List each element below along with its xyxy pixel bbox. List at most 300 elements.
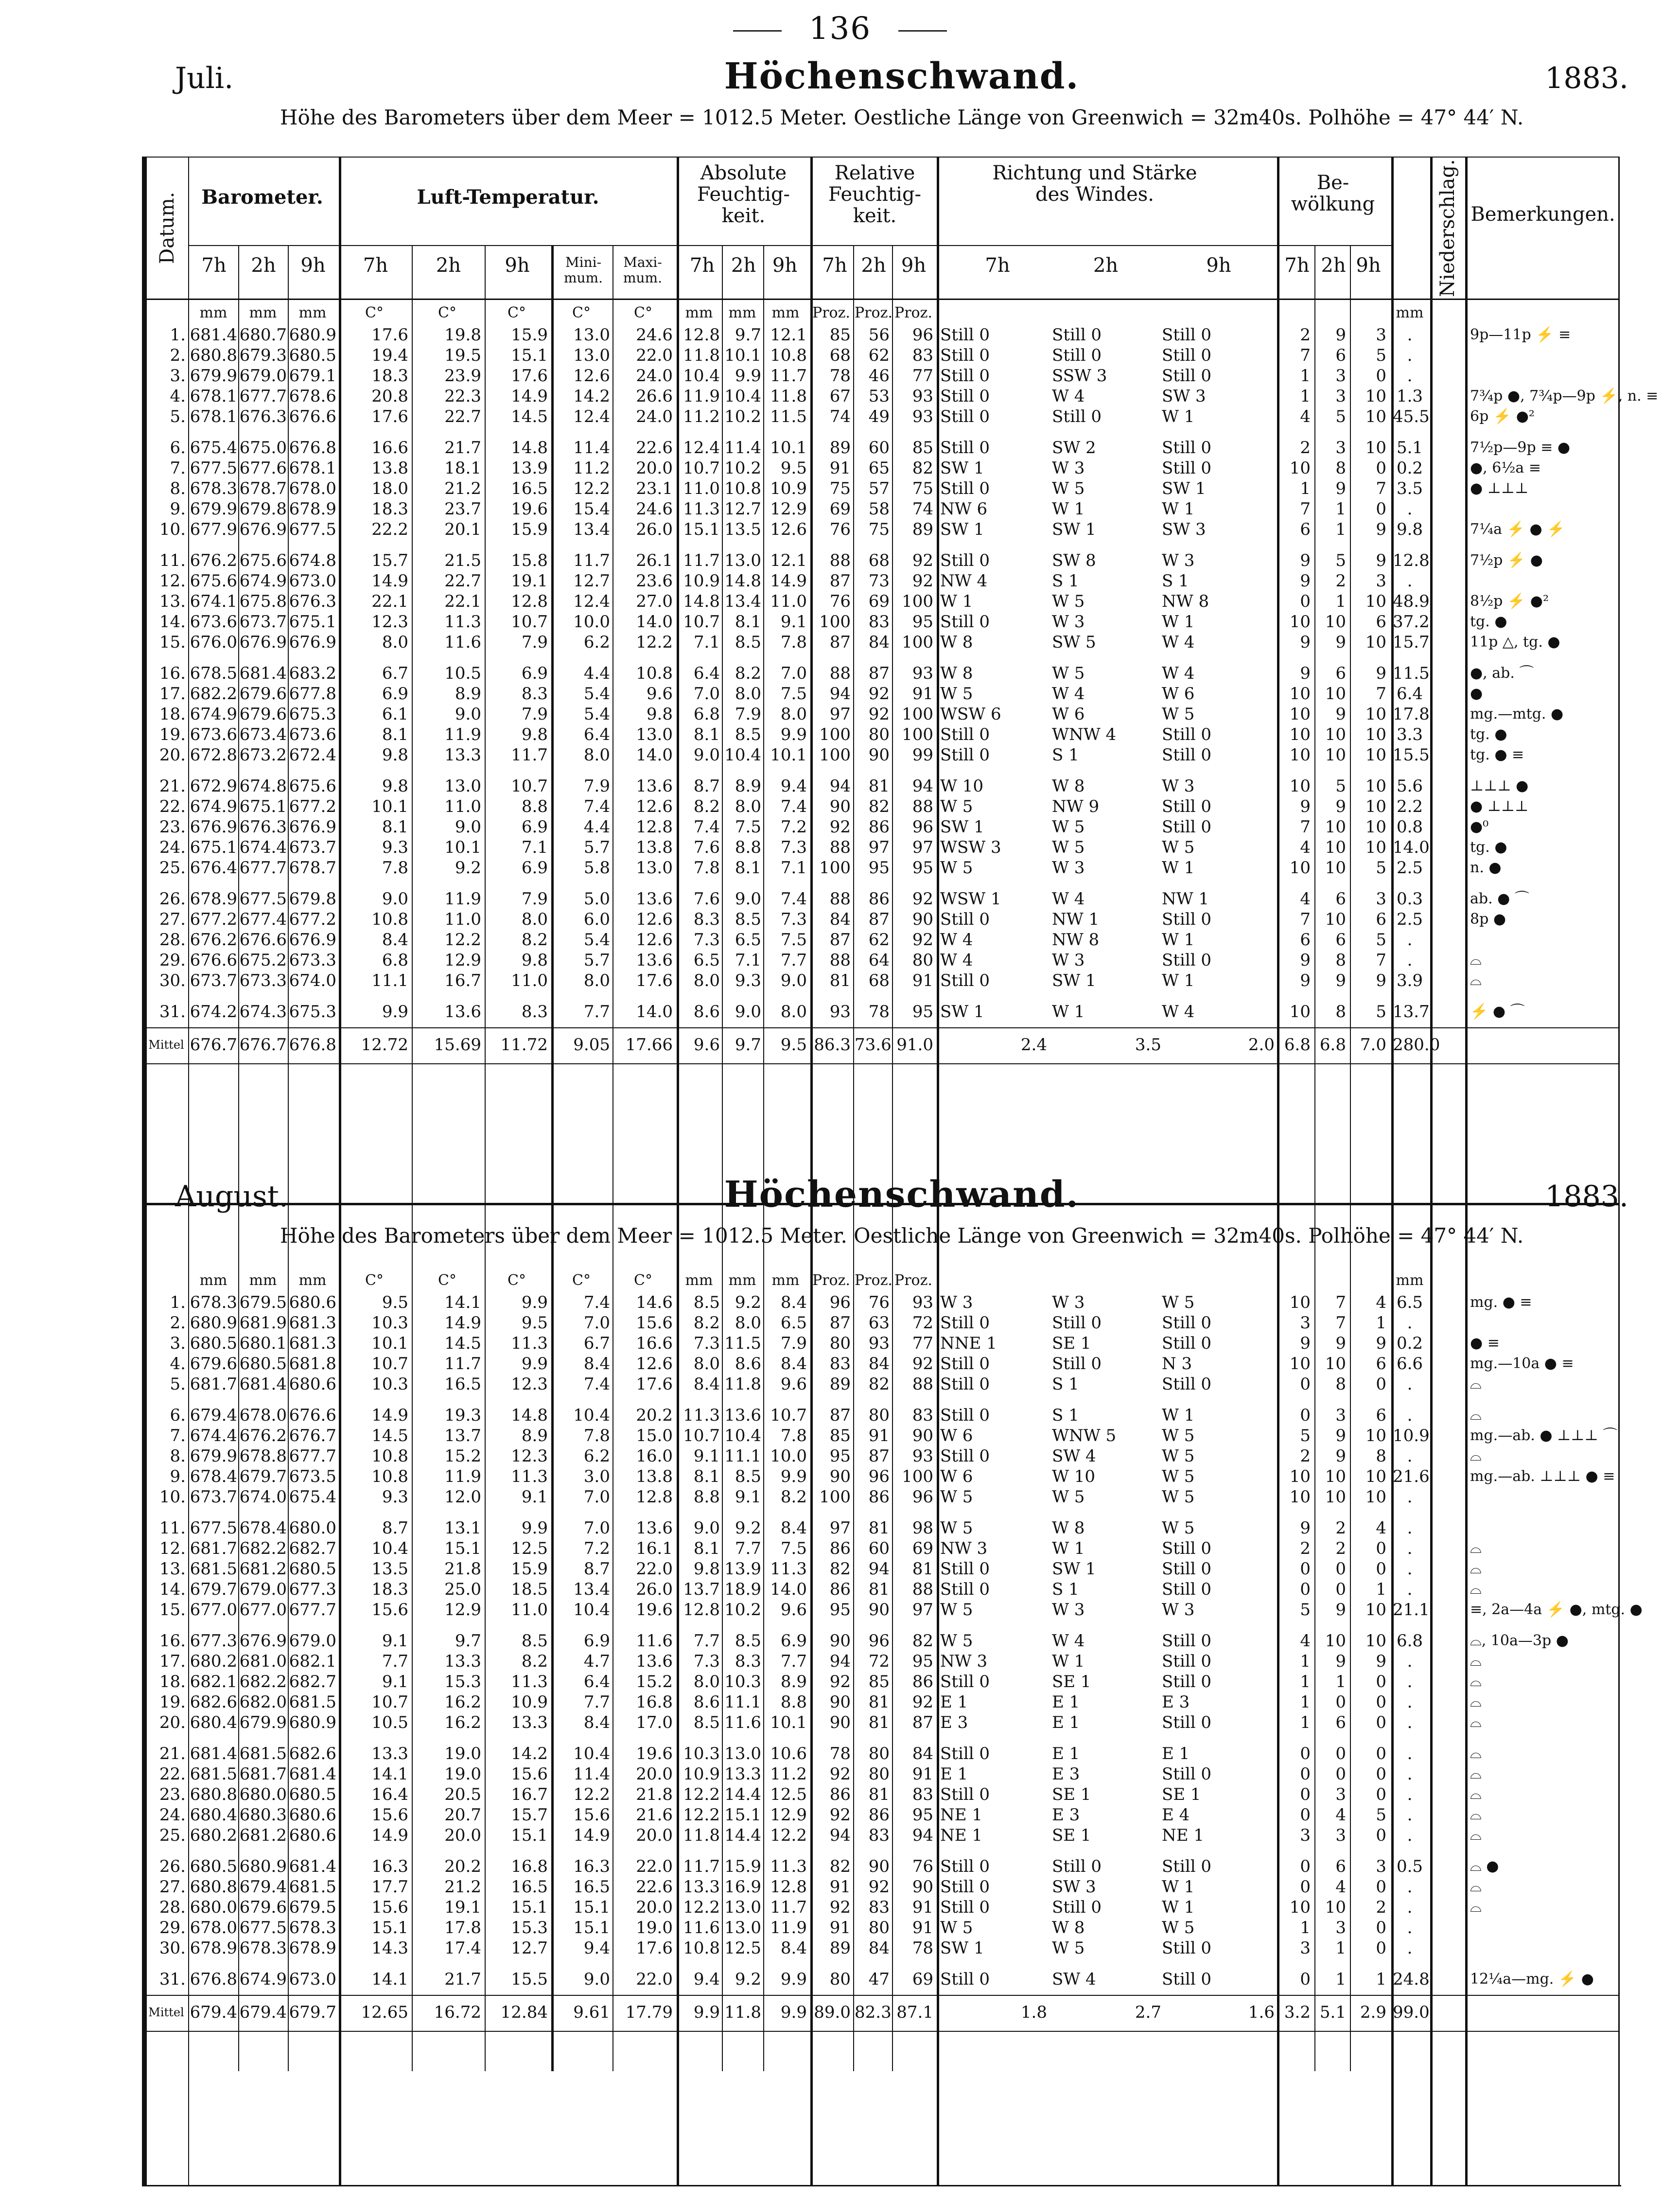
cell-d: 12. xyxy=(159,571,186,591)
cell-w2: W 1 xyxy=(1162,1877,1195,1897)
cell-c0: 4 xyxy=(1300,407,1311,426)
cell-d: 27. xyxy=(159,910,186,929)
table-row xyxy=(147,704,1618,724)
cell-t3: 7.4 xyxy=(583,1293,610,1312)
cell-c1: 10 xyxy=(1325,858,1346,878)
cell-w0: W 5 xyxy=(940,1631,973,1651)
cell-b0: 678.9 xyxy=(190,889,237,909)
cell-c0: 9 xyxy=(1300,551,1311,570)
table-row xyxy=(147,366,1618,386)
cell-c1: 1 xyxy=(1335,499,1346,519)
table-row xyxy=(147,407,1618,426)
cell-d: 1. xyxy=(170,325,186,345)
cell-b0: 677.9 xyxy=(190,520,237,539)
cell-r0: 86 xyxy=(829,1539,851,1558)
cell-b1: 680.7 xyxy=(239,325,287,345)
cell-r1: 82 xyxy=(868,1374,890,1394)
cell-p: 5.1 xyxy=(1396,438,1423,458)
mean-b1: 676.7 xyxy=(239,1035,287,1055)
cell-t2: 7.9 xyxy=(521,633,548,652)
cell-w2: SE 1 xyxy=(1162,1785,1201,1804)
cell-r0: 69 xyxy=(829,499,851,519)
cell-w0: Still 0 xyxy=(940,1785,990,1804)
cell-w0: Still 0 xyxy=(940,971,990,990)
cell-a1: 10.3 xyxy=(724,1672,761,1691)
cell-b0: 677.5 xyxy=(190,1518,237,1538)
table-row xyxy=(147,1354,1618,1373)
unit-label: C° xyxy=(508,1272,526,1289)
cell-b0: 680.9 xyxy=(190,1313,237,1333)
cell-r0: 86 xyxy=(829,1580,851,1599)
cell-d: 13. xyxy=(159,1559,186,1579)
mean-r0: 89.0 xyxy=(814,2003,851,2022)
cell-c0: 5 xyxy=(1300,1600,1311,1620)
cell-a0: 12.2 xyxy=(683,1785,720,1804)
cell-b2: 681.3 xyxy=(289,1334,336,1353)
cell-r0: 94 xyxy=(829,1652,851,1671)
cell-w2: Still 0 xyxy=(1162,1672,1212,1691)
cell-r2: 93 xyxy=(912,1293,933,1312)
cell-c1: 9 xyxy=(1335,325,1346,345)
cell-a0: 8.5 xyxy=(693,1713,720,1732)
cell-a2: 7.4 xyxy=(780,889,807,909)
cell-w0: NW 3 xyxy=(940,1652,988,1671)
cell-t1: 11.9 xyxy=(444,1467,481,1486)
cell-t4: 13.8 xyxy=(636,1467,673,1486)
cell-t2: 11.0 xyxy=(511,1600,548,1620)
cell-w1: W 5 xyxy=(1052,479,1085,498)
cell-d: 21. xyxy=(159,1744,186,1763)
cell-a0: 11.2 xyxy=(683,407,720,426)
cell-w1: W 3 xyxy=(1052,458,1085,478)
cell-c1: 10 xyxy=(1325,910,1346,929)
cell-t2: 8.9 xyxy=(521,1426,548,1445)
cell-p: . xyxy=(1407,1559,1413,1579)
cell-t4: 13.6 xyxy=(636,889,673,909)
cell-r2: 92 xyxy=(912,571,933,591)
cell-r1: 62 xyxy=(868,346,890,365)
cell-d: 8. xyxy=(170,1446,186,1466)
cell-p: . xyxy=(1407,499,1413,519)
cell-c2: 6 xyxy=(1376,910,1386,929)
cell-w2: W 1 xyxy=(1162,971,1195,990)
cell-c2: 9 xyxy=(1376,1652,1386,1671)
cell-t2: 19.1 xyxy=(511,571,548,591)
cell-a2: 7.5 xyxy=(780,1539,807,1558)
cell-w2: Still 0 xyxy=(1162,1713,1212,1732)
cell-w0: E 1 xyxy=(940,1692,968,1712)
mean-t4: 17.66 xyxy=(625,1035,673,1055)
cell-c1: 9 xyxy=(1335,479,1346,498)
cell-a1: 10.2 xyxy=(724,407,761,426)
cell-c1: 8 xyxy=(1335,951,1346,970)
cell-w1: W 4 xyxy=(1052,684,1085,704)
cell-t4: 15.6 xyxy=(636,1313,673,1333)
cell-r2: 94 xyxy=(912,1826,933,1845)
cell-r1: 64 xyxy=(868,951,890,970)
cell-r0: 81 xyxy=(829,971,851,990)
cell-t0: 14.5 xyxy=(371,1426,408,1445)
cell-a0: 9.0 xyxy=(693,1518,720,1538)
cell-r2: 93 xyxy=(912,664,933,683)
cell-t0: 13.3 xyxy=(371,1744,408,1763)
table-row xyxy=(147,1313,1618,1333)
cell-rm: n. ● xyxy=(1470,859,1502,876)
cell-a0: 9.0 xyxy=(693,745,720,765)
cell-r0: 100 xyxy=(819,858,851,878)
mean-c0: 6.8 xyxy=(1284,1035,1311,1055)
cell-b1: 679.6 xyxy=(239,684,287,704)
cell-c2: 10 xyxy=(1365,407,1386,426)
cell-b0: 679.6 xyxy=(190,1354,237,1373)
cell-c2: 0 xyxy=(1376,1785,1386,1804)
cell-t1: 16.2 xyxy=(444,1713,481,1732)
cell-r0: 85 xyxy=(829,325,851,345)
cell-w1: NW 8 xyxy=(1052,930,1100,950)
table-row xyxy=(147,1631,1618,1651)
cell-b0: 682.2 xyxy=(190,684,237,704)
cell-c0: 10 xyxy=(1289,458,1311,478)
cell-d: 11. xyxy=(159,551,186,570)
cell-a0: 12.8 xyxy=(683,1600,720,1620)
cell-t2: 17.6 xyxy=(511,366,548,386)
cell-t4: 10.8 xyxy=(636,664,673,683)
cell-c0: 0 xyxy=(1300,592,1311,611)
cell-b1: 676.9 xyxy=(239,633,287,652)
mean-b0: 676.7 xyxy=(190,1035,237,1055)
sub-cloud-2h: 2h xyxy=(1321,254,1346,277)
unit-label: Proz. xyxy=(894,304,932,321)
table-row xyxy=(147,592,1618,611)
cell-b1: 681.0 xyxy=(239,1652,287,1671)
unit-label: C° xyxy=(438,1272,456,1289)
cell-b2: 681.8 xyxy=(289,1354,336,1373)
cell-w1: E 3 xyxy=(1052,1764,1080,1784)
cell-b0: 678.3 xyxy=(190,1293,237,1312)
cell-r1: 83 xyxy=(868,612,890,632)
cell-p: 12.8 xyxy=(1393,551,1430,570)
cell-r2: 77 xyxy=(912,1334,933,1353)
cell-p: . xyxy=(1407,1487,1413,1507)
cell-t3: 8.0 xyxy=(583,745,610,765)
unit-label: C° xyxy=(365,304,384,321)
cell-a0: 10.8 xyxy=(683,1938,720,1958)
cell-b2: 673.5 xyxy=(289,1467,336,1486)
cell-r0: 74 xyxy=(829,407,851,426)
cell-d: 30. xyxy=(159,971,186,990)
cell-t1: 11.6 xyxy=(444,633,481,652)
cell-r2: 75 xyxy=(912,479,933,498)
table-row xyxy=(147,571,1618,591)
cell-r1: 49 xyxy=(868,407,890,426)
cell-r1: 94 xyxy=(868,1559,890,1579)
table-row xyxy=(147,346,1618,365)
cell-t4: 26.6 xyxy=(636,387,673,406)
cell-b2: 680.9 xyxy=(289,1713,336,1732)
table-row xyxy=(147,1805,1618,1825)
cell-p: 2.5 xyxy=(1396,858,1423,878)
cell-p: . xyxy=(1407,1785,1413,1804)
cell-d: 24. xyxy=(159,1805,186,1825)
cell-w0: Still 0 xyxy=(940,1877,990,1897)
mean-c2: 7.0 xyxy=(1360,1035,1386,1055)
cell-b1: 674.9 xyxy=(239,1970,287,1989)
cell-t2: 15.8 xyxy=(511,551,548,570)
cell-b2: 676.6 xyxy=(289,407,336,426)
cell-w2: W 1 xyxy=(1162,612,1195,632)
cell-rm: ● ⊥⊥⊥ xyxy=(1470,798,1529,815)
cell-w1: W 5 xyxy=(1052,592,1085,611)
cell-r1: 58 xyxy=(868,499,890,519)
cell-b0: 681.5 xyxy=(190,1764,237,1784)
cell-r1: 87 xyxy=(868,1446,890,1466)
cell-c1: 3 xyxy=(1335,1785,1346,1804)
cell-w1: S 1 xyxy=(1052,745,1079,765)
cell-b1: 680.9 xyxy=(239,1857,287,1876)
cell-t2: 9.1 xyxy=(521,1487,548,1507)
cell-a0: 11.6 xyxy=(683,1918,720,1937)
cell-a2: 8.4 xyxy=(780,1518,807,1538)
cell-b1: 681.7 xyxy=(239,1764,287,1784)
cell-d: 29. xyxy=(159,1918,186,1937)
cell-p: . xyxy=(1407,1580,1413,1599)
cell-a2: 7.7 xyxy=(780,1652,807,1671)
cell-c1: 10 xyxy=(1325,1467,1346,1486)
cell-c2: 10 xyxy=(1365,704,1386,724)
cell-t3: 8.4 xyxy=(583,1354,610,1373)
cell-t3: 6.9 xyxy=(583,1631,610,1651)
cell-d: 31. xyxy=(159,1002,186,1021)
cell-w2: Still 0 xyxy=(1162,1857,1212,1876)
cell-b0: 678.9 xyxy=(190,1938,237,1958)
cell-t2: 12.5 xyxy=(511,1539,548,1558)
cell-t3: 5.8 xyxy=(583,858,610,878)
cell-b2: 681.4 xyxy=(289,1764,336,1784)
cell-p: 3.5 xyxy=(1396,479,1423,498)
cell-rm: 7½p ⚡ ● xyxy=(1470,552,1543,569)
cell-c0: 5 xyxy=(1300,1426,1311,1445)
cell-t2: 7.1 xyxy=(521,838,548,857)
cell-b0: 682.6 xyxy=(190,1692,237,1712)
cell-r1: 85 xyxy=(868,1672,890,1691)
mean-w2: 2.0 xyxy=(1248,1035,1275,1055)
cell-r1: 81 xyxy=(868,1713,890,1732)
cell-w0: Still 0 xyxy=(940,407,990,426)
cell-rm: ⌓ xyxy=(1470,1878,1482,1895)
cell-t0: 7.8 xyxy=(382,858,408,878)
cell-t2: 8.8 xyxy=(521,797,548,816)
cell-r0: 88 xyxy=(829,664,851,683)
cell-a0: 6.5 xyxy=(693,951,720,970)
cell-t1: 21.5 xyxy=(444,551,481,570)
cell-d: 19. xyxy=(159,725,186,744)
cell-a0: 8.8 xyxy=(693,1487,720,1507)
cell-p: . xyxy=(1407,1374,1413,1394)
cell-w0: Still 0 xyxy=(940,346,990,365)
cell-c1: 10 xyxy=(1325,817,1346,837)
cell-c0: 10 xyxy=(1289,1293,1311,1312)
cell-t1: 22.3 xyxy=(444,387,481,406)
cell-t1: 20.1 xyxy=(444,520,481,539)
cell-p: . xyxy=(1407,1692,1413,1712)
cell-rm: ● ≡ xyxy=(1470,1335,1500,1352)
cell-r1: 96 xyxy=(868,1467,890,1486)
cell-t2: 11.3 xyxy=(511,1334,548,1353)
cell-b0: 678.1 xyxy=(190,407,237,426)
col-remarks: Bemerkungen. xyxy=(1470,203,1615,226)
cell-t4: 14.0 xyxy=(636,1002,673,1021)
cell-r2: 83 xyxy=(912,1406,933,1425)
cell-r2: 91 xyxy=(912,1918,933,1937)
cell-d: 5. xyxy=(170,407,186,426)
cell-w0: Still 0 xyxy=(940,1313,990,1333)
cell-rm: ⌓, 10a—3p ● xyxy=(1470,1632,1569,1649)
cell-rm: ⌓ xyxy=(1470,1827,1482,1844)
cell-a1: 9.2 xyxy=(735,1970,761,1989)
table-row xyxy=(147,930,1618,950)
cell-a2: 10.0 xyxy=(770,1446,807,1466)
cell-a0: 8.0 xyxy=(693,1672,720,1691)
cell-r0: 82 xyxy=(829,1559,851,1579)
cell-w2: Still 0 xyxy=(1162,325,1212,345)
cell-rm: ● xyxy=(1470,685,1483,702)
cell-c2: 8 xyxy=(1376,1446,1386,1466)
cell-a2: 8.0 xyxy=(780,704,807,724)
cell-t2: 11.3 xyxy=(511,1672,548,1691)
cell-t4: 22.0 xyxy=(636,1970,673,1989)
cell-c2: 10 xyxy=(1365,1487,1386,1507)
col-rel-humidity: Relative Feuchtig-keit. xyxy=(828,162,922,227)
cell-t1: 21.2 xyxy=(444,479,481,498)
cell-t4: 23.1 xyxy=(636,479,673,498)
cell-a1: 9.0 xyxy=(735,1002,761,1021)
cell-w0: Still 0 xyxy=(940,910,990,929)
cell-c2: 0 xyxy=(1376,1826,1386,1845)
mean-w1: 2.7 xyxy=(1135,2003,1161,2022)
cell-c2: 0 xyxy=(1376,1877,1386,1897)
cell-r0: 100 xyxy=(819,1487,851,1507)
cell-c0: 2 xyxy=(1300,1446,1311,1466)
cell-b2: 676.7 xyxy=(289,1426,336,1445)
cell-c0: 10 xyxy=(1289,704,1311,724)
cell-r2: 95 xyxy=(912,1805,933,1825)
unit-label: C° xyxy=(634,1272,652,1289)
cell-r1: 81 xyxy=(868,1785,890,1804)
cell-r2: 95 xyxy=(912,612,933,632)
cell-c1: 3 xyxy=(1335,387,1346,406)
cell-w1: Still 0 xyxy=(1052,1354,1102,1373)
cell-t0: 22.2 xyxy=(371,520,408,539)
cell-c0: 4 xyxy=(1300,1631,1311,1651)
cell-t2: 15.1 xyxy=(511,1898,548,1917)
cell-w1: SE 1 xyxy=(1052,1785,1091,1804)
cell-a1: 13.5 xyxy=(724,520,761,539)
table-row xyxy=(147,776,1618,796)
sub-rel-2h: 2h xyxy=(861,254,886,277)
cell-a2: 7.8 xyxy=(780,1426,807,1445)
cell-a0: 10.9 xyxy=(683,1764,720,1784)
cell-t3: 5.7 xyxy=(583,838,610,857)
cell-t1: 16.5 xyxy=(444,1374,481,1394)
cell-t3: 8.4 xyxy=(583,1713,610,1732)
cell-b0: 679.9 xyxy=(190,366,237,386)
cell-t3: 6.4 xyxy=(583,725,610,744)
sub-temp-7h: 7h xyxy=(363,254,388,277)
cell-d: 28. xyxy=(159,1898,186,1917)
cell-r1: 90 xyxy=(868,1857,890,1876)
cell-w0: NE 1 xyxy=(940,1805,983,1825)
cell-t0: 9.5 xyxy=(382,1293,408,1312)
cell-a1: 7.9 xyxy=(735,704,761,724)
cell-b0: 681.4 xyxy=(190,325,237,345)
cell-t1: 22.7 xyxy=(444,407,481,426)
cell-r2: 91 xyxy=(912,971,933,990)
cell-w2: E 4 xyxy=(1162,1805,1190,1825)
cell-t0: 18.0 xyxy=(371,479,408,498)
cell-d: 23. xyxy=(159,1785,186,1804)
cell-d: 20. xyxy=(159,745,186,765)
cell-p: . xyxy=(1407,951,1413,970)
cell-b1: 682.0 xyxy=(239,1692,287,1712)
cell-p: 6.4 xyxy=(1396,684,1423,704)
table-row xyxy=(147,889,1618,909)
cell-t2: 6.9 xyxy=(521,664,548,683)
cell-t1: 14.9 xyxy=(444,1313,481,1333)
table-row xyxy=(147,1938,1618,1958)
cell-r1: 68 xyxy=(868,971,890,990)
cell-r2: 82 xyxy=(912,1631,933,1651)
cell-b2: 677.7 xyxy=(289,1446,336,1466)
cell-w1: E 1 xyxy=(1052,1692,1080,1712)
cell-r1: 86 xyxy=(868,1487,890,1507)
cell-a2: 7.9 xyxy=(780,1334,807,1353)
unit-label: mm xyxy=(728,304,756,321)
cell-c1: 7 xyxy=(1335,1293,1346,1312)
cell-r2: 99 xyxy=(912,745,933,765)
cell-c0: 10 xyxy=(1289,684,1311,704)
cell-r0: 97 xyxy=(829,1518,851,1538)
cell-b0: 680.8 xyxy=(190,1785,237,1804)
cell-t4: 9.8 xyxy=(646,704,673,724)
cell-c0: 0 xyxy=(1300,1374,1311,1394)
cell-rm: 7½p—9p ≡ ● xyxy=(1470,439,1571,456)
cell-b2: 680.5 xyxy=(289,346,336,365)
cell-r1: 81 xyxy=(868,1692,890,1712)
table-row xyxy=(147,725,1618,744)
cell-b1: 674.9 xyxy=(239,571,287,591)
table-row xyxy=(147,1877,1618,1897)
cell-w0: SW 1 xyxy=(940,520,984,539)
cell-c0: 1 xyxy=(1300,366,1311,386)
august-units-row xyxy=(147,1271,1618,1290)
cell-w2: W 4 xyxy=(1162,664,1195,683)
cell-rm: ⌓ xyxy=(1470,1693,1482,1710)
cell-b1: 681.2 xyxy=(239,1826,287,1845)
cell-p: 10.9 xyxy=(1393,1426,1430,1445)
cell-w0: WSW 6 xyxy=(940,704,1001,724)
cell-t0: 19.4 xyxy=(371,346,408,365)
cell-c0: 10 xyxy=(1289,776,1311,796)
cell-p: 6.6 xyxy=(1396,1354,1423,1373)
cell-r2: 83 xyxy=(912,346,933,365)
cell-r1: 60 xyxy=(868,1539,890,1558)
cell-t3: 7.7 xyxy=(583,1692,610,1712)
cell-w2: E 3 xyxy=(1162,1692,1190,1712)
cell-t4: 13.6 xyxy=(636,1652,673,1671)
cell-a0: 8.2 xyxy=(693,1313,720,1333)
cell-a0: 8.1 xyxy=(693,1539,720,1558)
cell-t0: 13.5 xyxy=(371,1559,408,1579)
